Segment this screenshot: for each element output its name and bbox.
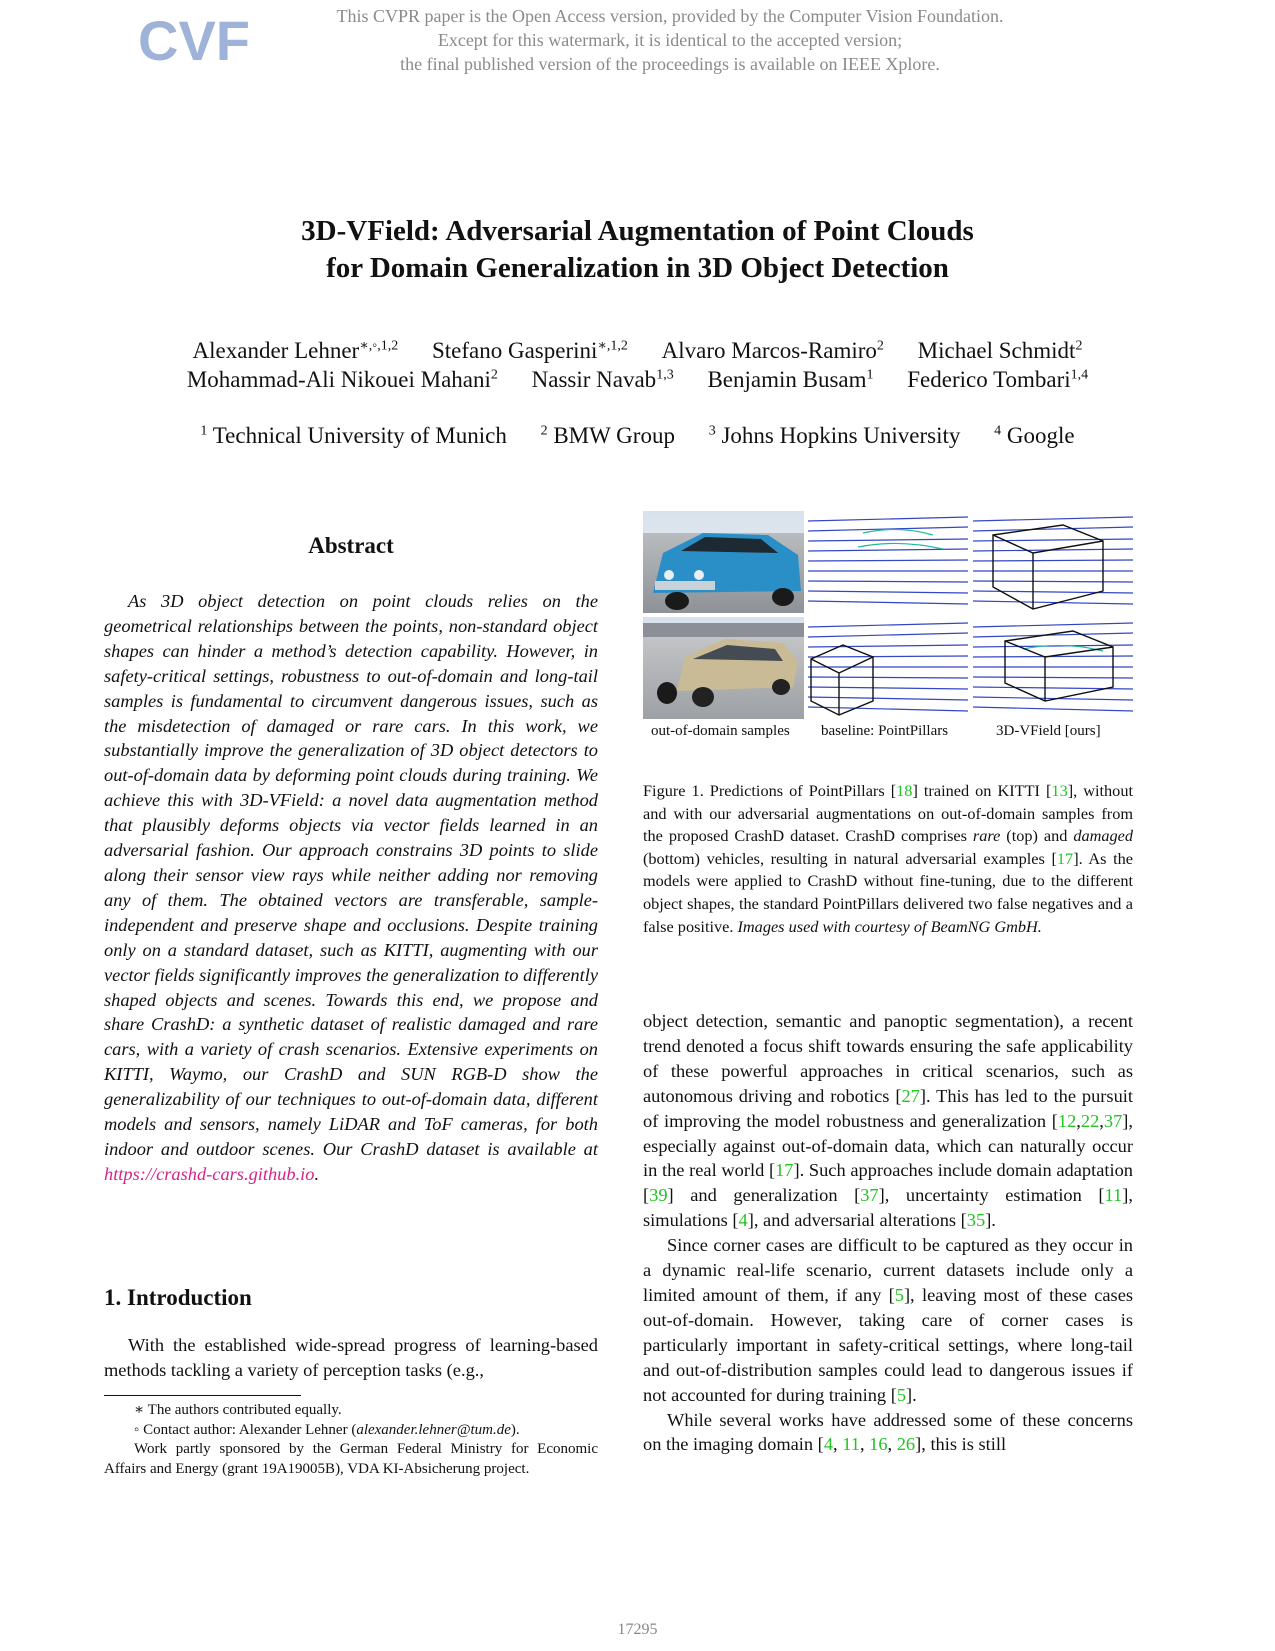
citation-link[interactable]: 11 [1104, 1185, 1123, 1206]
detection-box-ours-top [993, 525, 1103, 609]
text-run: ]. [985, 1210, 996, 1231]
watermark-line-2: Except for this watermark, it is identical to the accepted version; [437, 30, 903, 50]
cvf-logo-text: CVF [138, 9, 250, 72]
footnote-contact: ◦ Contact author: Alexander Lehner (alexander.lehner@tum.de). [134, 1421, 520, 1438]
citation-link[interactable]: 22 [1080, 1110, 1100, 1131]
text-run: ] trained on KITTI [ [912, 781, 1052, 800]
pointcloud-ours-top [973, 517, 1133, 609]
dataset-link[interactable]: https://crashd-cars.github.io [104, 1163, 315, 1184]
detection-box-ours-bottom [1005, 631, 1113, 701]
text-run: ], without and with our adversarial augmentations on out-of-domain samples from the proposed CrashD dataset. CrashD comprises [643, 781, 1133, 846]
watermark-line-1: This CVPR paper is the Open Access version, provided by the Computer Vision Foundation. [336, 6, 1004, 26]
text-run: ]. Such approaches include domain adaptation [ [643, 1160, 1133, 1206]
text-run: (top) and [1000, 826, 1074, 846]
affiliation: $^3$ Johns Hopkins University [708, 423, 961, 448]
text-run: , [859, 1434, 870, 1455]
sample-photo-damaged-car [643, 617, 804, 719]
text-run: , [1099, 1110, 1104, 1131]
figure-caption [643, 780, 1133, 938]
citation-link[interactable]: 11 [842, 1434, 860, 1455]
citation-link[interactable]: 5 [894, 1284, 904, 1305]
text-run: ]. As the models were applied to CrashD without fine-tuning, due to the different object shapes, the standard PointPillars delivered two false negatives and a false positive. [643, 848, 1134, 936]
abstract-text: As 3D object detection on point clouds relies on the geometrical relationships between the points, non-standard object shapes can hinder a method’s detection capability. However, in safety-critical settings, robustness to out-of-domain and long-tail samples is fundamental to circumvent dangerous issues, such as the misdetection of damaged or rare cars. In this work, we substantially improve the generalization of 3D object detectors to out-of-domain data by deforming point clouds during training. We achieve this with 3D-VField: a novel data augmentation method that plausibly deforms objects via vector fields learned in an adversarial fashion. Our approach constrains 3D points to slide along their sensor view rays while neither adding nor removing any of them. The obtained vectors are transferable, sample-independent and preserve shape and occlusions. Despite training only on a standard dataset, such as KITTI, augmenting with our vector fields significantly improves the generalization to differently shaped objects and scenes. Towards this end, we propose and share CrashD: a synthetic dataset of realistic damaged and rare cars, with a variety of crash scenarios. Extensive experiments on KITTI, Waymo, our CrashD and SUN RGB-D show the generalizability of our techniques to out-of-domain data, different models and sensors, namely LiDAR and ToF cameras, for both indoor and outdoor scenes. Our CrashD dataset is available at https://crashd-cars.github.io. [104, 591, 598, 1184]
sample-photo-rare-car [643, 511, 804, 613]
page-number: 17295 [617, 1621, 658, 1638]
pointcloud-baseline-top [808, 517, 968, 604]
italic-text: damaged [1073, 826, 1133, 846]
text-run: , [1076, 1110, 1081, 1131]
citation-link[interactable]: 39 [649, 1185, 668, 1206]
abstract-heading: Abstract [308, 533, 394, 558]
citation-link[interactable]: 37 [1103, 1110, 1123, 1131]
affiliation: $^1$ Technical University of Munich [200, 423, 507, 448]
author: Alvaro Marcos-Ramiro$^2$ [661, 338, 884, 363]
intro-paragraph-left: With the established wide-spread progress of learning-based methods tackling a variety of perception tasks (e.g., [104, 1335, 598, 1380]
text-run: Since corner cases are difficult to be captured as they occur in a dynamic real-life scenario, current datasets include only a limited amount of them, if any [ [643, 1235, 1133, 1305]
citation-link[interactable]: 4 [738, 1210, 748, 1231]
author-row-1 [100, 336, 1175, 365]
text-run: ], uncertainty estimation [ [878, 1185, 1105, 1206]
text-run: ]. [906, 1384, 917, 1405]
watermark-line-3: the final published version of the proceedings is available on IEEE Xplore. [400, 54, 940, 74]
citation-link[interactable]: 16 [869, 1434, 888, 1455]
pointcloud-baseline-bottom [808, 623, 968, 715]
footnote-equal: ∗ The authors contributed equally. [134, 1402, 342, 1418]
section-heading-introduction: 1. Introduction [104, 1285, 252, 1310]
author-row-2 [100, 365, 1175, 394]
citation-link[interactable]: 26 [896, 1434, 916, 1455]
citation-link[interactable]: 27 [901, 1085, 920, 1106]
figure-label-baseline: baseline: PointPillars [821, 723, 949, 739]
title-line-2: for Domain Generalization in 3D Object Detection [326, 252, 949, 284]
citation-link[interactable]: 5 [896, 1384, 907, 1405]
text-run: ] and generalization [ [667, 1185, 861, 1206]
text-run: Figure 1. Predictions of PointPillars [ [643, 781, 897, 800]
affiliations [100, 423, 1175, 449]
italic-text: Images used with courtesy of BeamNG GmbH. [737, 916, 1042, 936]
author: Alexander Lehner$^{∗,◦,1,2}$ [192, 338, 399, 363]
text-run: (bottom) vehicles, resulting in natural adversarial examples [ [643, 848, 1057, 868]
italic-text: rare [972, 826, 1001, 846]
figure-label-samples: out-of-domain samples [651, 723, 790, 739]
author: Federico Tombari$^{1,4}$ [907, 367, 1089, 392]
author: Stefano Gasperini$^{∗,1,2}$ [431, 338, 628, 363]
text-run: ], leaving most of these cases out-of-domain. However, taking care of corner cases is particularly important in safety-critical settings, where long-tail and out-of-distribution samples could lead to dangerous issues if not accounted for during training [ [643, 1284, 1134, 1405]
text-run: ], especially against out-of-domain data, which can naturally occur in the real world [ [643, 1110, 1133, 1181]
text-run: object detection, semantic and panoptic segmentation), a recent trend denoted a focus shift towards ensuring the safe applicability of these powerful approaches in critical scenarios, such as autonomous driving and robotics [ [643, 1011, 1133, 1106]
intro-right-column [643, 1009, 1133, 1457]
text-run: , [887, 1434, 897, 1455]
author: Nassir Navab$^{1,3}$ [531, 367, 674, 392]
citation-link[interactable]: 18 [896, 781, 913, 800]
citation-link[interactable]: 35 [966, 1210, 986, 1231]
citation-link[interactable]: 13 [1051, 781, 1068, 800]
citation-link[interactable]: 17 [775, 1160, 794, 1181]
text-run: ], this is still [915, 1434, 1007, 1455]
contact-email: alexander.lehner@tum.de [356, 1421, 511, 1438]
intro-paragraph [643, 1009, 1133, 1233]
author: Michael Schmidt$^2$ [917, 338, 1083, 363]
author: Benjamin Busam$^1$ [707, 367, 874, 392]
false-positive-box [811, 645, 873, 715]
pointcloud-ours-bottom [973, 623, 1133, 711]
citation-link[interactable]: 4 [823, 1434, 834, 1455]
footnote-rule [104, 1395, 301, 1396]
text-run: , [833, 1434, 843, 1455]
text-run: ]. This has led to the pursuit of improving the model robustness and generalization [ [643, 1085, 1133, 1131]
affiliation: $^4$ Google [994, 423, 1075, 448]
affiliation: $^2$ BMW Group [540, 423, 675, 448]
title-line-1: 3D-VField: Adversarial Augmentation of Point Clouds [301, 215, 974, 247]
intro-paragraph [643, 1233, 1133, 1407]
author: Mohammad-Ali Nikouei Mahani$^2$ [186, 367, 498, 392]
paper-title [100, 213, 1175, 287]
citation-link[interactable]: 37 [860, 1185, 879, 1206]
figure-label-ours: 3D-VField [ours] [996, 723, 1101, 739]
text-run: While several works have addressed some of these concerns on the imaging domain [ [643, 1409, 1133, 1455]
citation-link[interactable]: 12 [1057, 1110, 1077, 1131]
text-run: ], simulations [ [643, 1185, 1133, 1231]
cvf-logo [138, 8, 250, 74]
footnote-funding: Work partly sponsored by the German Federal Ministry for Economic Affairs and Energy (grant 19A19005B), VDA KI-Absicherung project. [104, 1441, 598, 1477]
text-run: ], and adversarial alterations [ [747, 1210, 967, 1231]
citation-link[interactable]: 17 [1056, 848, 1074, 868]
footnotes [104, 1401, 598, 1479]
intro-paragraph [643, 1408, 1133, 1458]
figure-1 [643, 511, 1133, 719]
